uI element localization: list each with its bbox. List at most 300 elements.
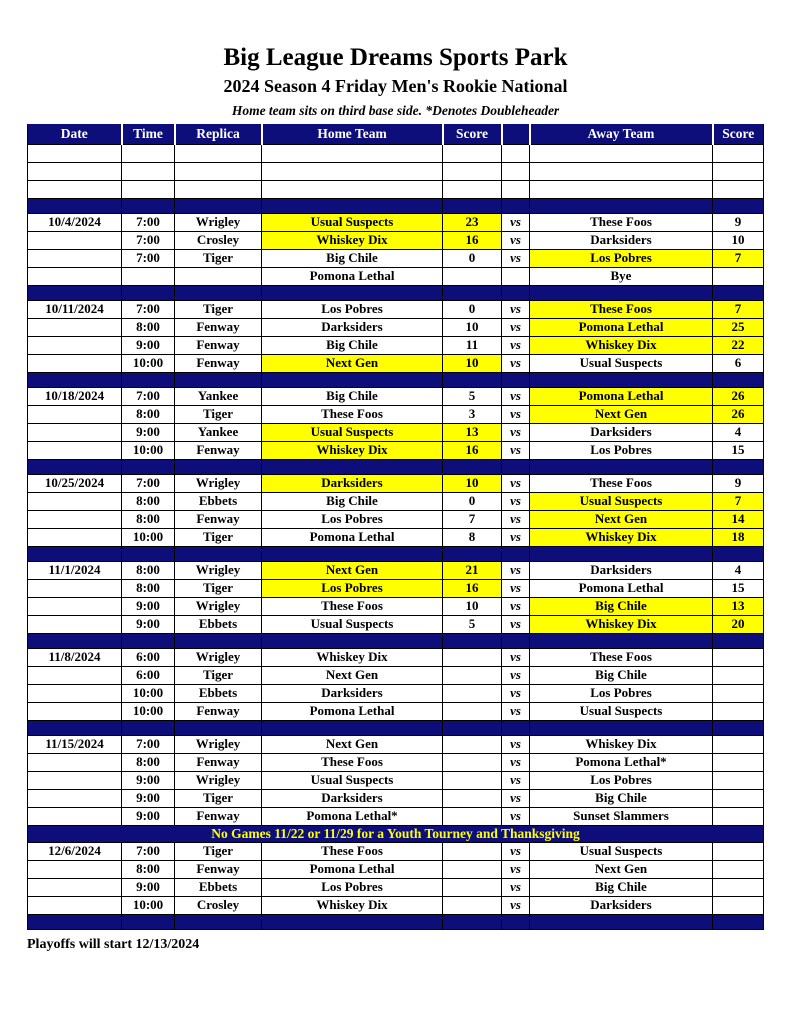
date-cell bbox=[28, 896, 122, 914]
separator-cell bbox=[530, 372, 713, 387]
date-cell: 10/18/2024 bbox=[28, 387, 122, 405]
replica-cell: Fenway bbox=[175, 336, 262, 354]
separator-cell bbox=[713, 198, 764, 213]
vs-cell: vs bbox=[502, 474, 530, 492]
game-row bbox=[28, 267, 764, 285]
time-cell: 9:00 bbox=[122, 597, 175, 615]
separator-cell bbox=[502, 633, 530, 648]
game-row bbox=[28, 860, 764, 878]
vs-cell: vs bbox=[502, 860, 530, 878]
separator-cell bbox=[28, 285, 122, 300]
away-team-cell: Usual Suspects bbox=[530, 492, 713, 510]
time-cell: 9:00 bbox=[122, 771, 175, 789]
time-cell: 10:00 bbox=[122, 441, 175, 459]
date-cell bbox=[28, 336, 122, 354]
date-cell bbox=[28, 318, 122, 336]
vs-cell: vs bbox=[502, 579, 530, 597]
vs-cell bbox=[502, 267, 530, 285]
replica-cell: Fenway bbox=[175, 807, 262, 825]
date-cell bbox=[28, 702, 122, 720]
replica-cell: Fenway bbox=[175, 318, 262, 336]
replica-cell: Fenway bbox=[175, 753, 262, 771]
away-team-cell: Big Chile bbox=[530, 597, 713, 615]
separator-cell bbox=[122, 372, 175, 387]
separator-row bbox=[28, 914, 764, 929]
home-score-cell: 10 bbox=[443, 354, 502, 372]
col-header-away-score: Score bbox=[713, 124, 764, 144]
away-score-cell: 15 bbox=[713, 579, 764, 597]
away-score-cell: 26 bbox=[713, 405, 764, 423]
replica-cell: Ebbets bbox=[175, 615, 262, 633]
date-cell: 10/4/2024 bbox=[28, 213, 122, 231]
home-team-cell: Next Gen bbox=[262, 666, 443, 684]
away-score-cell: 20 bbox=[713, 615, 764, 633]
home-team-cell: These Foos bbox=[262, 753, 443, 771]
date-cell bbox=[28, 579, 122, 597]
home-score-cell: 21 bbox=[443, 561, 502, 579]
message-row bbox=[28, 825, 764, 842]
separator-cell bbox=[28, 720, 122, 735]
replica-cell: Tiger bbox=[175, 842, 262, 860]
separator-row bbox=[28, 198, 764, 213]
time-cell: 9:00 bbox=[122, 789, 175, 807]
away-team-cell: Darksiders bbox=[530, 896, 713, 914]
separator-cell bbox=[122, 198, 175, 213]
date-cell: 11/8/2024 bbox=[28, 648, 122, 666]
separator-cell bbox=[175, 633, 262, 648]
game-row bbox=[28, 789, 764, 807]
separator-row bbox=[28, 633, 764, 648]
separator-cell bbox=[713, 720, 764, 735]
home-score-cell: 0 bbox=[443, 249, 502, 267]
game-row bbox=[28, 735, 764, 753]
away-team-cell: Next Gen bbox=[530, 405, 713, 423]
away-team-cell: Big Chile bbox=[530, 878, 713, 896]
away-score-cell bbox=[713, 648, 764, 666]
replica-cell: Ebbets bbox=[175, 492, 262, 510]
time-cell bbox=[122, 162, 175, 180]
separator-cell bbox=[502, 198, 530, 213]
game-row bbox=[28, 528, 764, 546]
game-row bbox=[28, 231, 764, 249]
game-row bbox=[28, 597, 764, 615]
home-team-cell: Los Pobres bbox=[262, 510, 443, 528]
away-score-cell: 10 bbox=[713, 231, 764, 249]
schedule-table bbox=[27, 124, 764, 930]
separator-cell bbox=[28, 633, 122, 648]
away-team-cell: These Foos bbox=[530, 300, 713, 318]
time-cell: 8:00 bbox=[122, 318, 175, 336]
home-team-cell: Usual Suspects bbox=[262, 771, 443, 789]
date-cell bbox=[28, 249, 122, 267]
separator-cell bbox=[443, 285, 502, 300]
replica-cell: Fenway bbox=[175, 860, 262, 878]
replica-cell: Wrigley bbox=[175, 561, 262, 579]
separator-cell bbox=[443, 198, 502, 213]
separator-row bbox=[28, 372, 764, 387]
time-cell: 9:00 bbox=[122, 423, 175, 441]
vs-cell bbox=[502, 162, 530, 180]
time-cell: 9:00 bbox=[122, 615, 175, 633]
date-cell bbox=[28, 807, 122, 825]
game-row bbox=[28, 387, 764, 405]
away-score-cell bbox=[713, 684, 764, 702]
separator-cell bbox=[530, 720, 713, 735]
home-score-cell bbox=[443, 896, 502, 914]
replica-cell bbox=[175, 144, 262, 162]
home-team-cell: Big Chile bbox=[262, 387, 443, 405]
away-score-cell bbox=[713, 267, 764, 285]
separator-cell bbox=[28, 198, 122, 213]
away-score-cell bbox=[713, 842, 764, 860]
home-team-cell: Next Gen bbox=[262, 561, 443, 579]
away-score-cell: 22 bbox=[713, 336, 764, 354]
separator-cell bbox=[502, 372, 530, 387]
separator-cell bbox=[530, 633, 713, 648]
home-team-cell: These Foos bbox=[262, 405, 443, 423]
time-cell: 10:00 bbox=[122, 528, 175, 546]
col-header-vs bbox=[502, 124, 530, 144]
separator-cell bbox=[530, 546, 713, 561]
date-cell bbox=[28, 180, 122, 198]
home-team-cell: Big Chile bbox=[262, 249, 443, 267]
date-cell bbox=[28, 878, 122, 896]
away-score-cell: 18 bbox=[713, 528, 764, 546]
game-row bbox=[28, 753, 764, 771]
replica-cell: Crosley bbox=[175, 231, 262, 249]
away-team-cell: Darksiders bbox=[530, 231, 713, 249]
game-row bbox=[28, 318, 764, 336]
replica-cell: Tiger bbox=[175, 579, 262, 597]
legend-note: Home team sits on third base side. *Denotes Doubleheader bbox=[231, 102, 560, 118]
separator-cell bbox=[502, 285, 530, 300]
playoffs-note: Playoffs will start 12/13/2024 bbox=[27, 936, 200, 952]
replica-cell: Yankee bbox=[175, 423, 262, 441]
away-team-cell: Next Gen bbox=[530, 860, 713, 878]
col-header-away-team: Away Team bbox=[530, 124, 713, 144]
vs-cell: vs bbox=[502, 615, 530, 633]
away-score-cell: 13 bbox=[713, 597, 764, 615]
away-team-cell: These Foos bbox=[530, 648, 713, 666]
away-score-cell bbox=[713, 807, 764, 825]
away-score-cell bbox=[713, 789, 764, 807]
home-score-cell bbox=[443, 267, 502, 285]
home-team-cell bbox=[262, 144, 443, 162]
away-team-cell: Bye bbox=[530, 267, 713, 285]
game-row bbox=[28, 561, 764, 579]
separator-cell bbox=[713, 459, 764, 474]
home-team-cell: Los Pobres bbox=[262, 300, 443, 318]
separator-cell bbox=[262, 198, 443, 213]
date-cell bbox=[28, 267, 122, 285]
away-score-cell: 26 bbox=[713, 387, 764, 405]
replica-cell: Wrigley bbox=[175, 213, 262, 231]
replica-cell: Tiger bbox=[175, 528, 262, 546]
col-header-replica: Replica bbox=[175, 124, 262, 144]
time-cell: 8:00 bbox=[122, 405, 175, 423]
date-cell bbox=[28, 510, 122, 528]
separator-cell bbox=[122, 914, 175, 929]
time-cell: 8:00 bbox=[122, 510, 175, 528]
separator-cell bbox=[502, 914, 530, 929]
separator-cell bbox=[175, 459, 262, 474]
vs-cell: vs bbox=[502, 354, 530, 372]
separator-cell bbox=[175, 285, 262, 300]
no-games-message: No Games 11/22 or 11/29 for a Youth Tourney and Thanksgiving bbox=[28, 825, 764, 842]
away-score-cell: 14 bbox=[713, 510, 764, 528]
date-cell bbox=[28, 771, 122, 789]
separator-cell bbox=[713, 914, 764, 929]
separator-cell bbox=[262, 720, 443, 735]
time-cell: 7:00 bbox=[122, 249, 175, 267]
away-team-cell: Darksiders bbox=[530, 423, 713, 441]
time-cell: 10:00 bbox=[122, 354, 175, 372]
separator-cell bbox=[443, 459, 502, 474]
replica-cell: Fenway bbox=[175, 354, 262, 372]
home-team-cell: Darksiders bbox=[262, 789, 443, 807]
separator-cell bbox=[502, 459, 530, 474]
date-cell: 11/1/2024 bbox=[28, 561, 122, 579]
away-team-cell: Whiskey Dix bbox=[530, 735, 713, 753]
date-cell bbox=[28, 231, 122, 249]
away-team-cell: Pomona Lethal bbox=[530, 579, 713, 597]
separator-cell bbox=[175, 914, 262, 929]
separator-cell bbox=[122, 720, 175, 735]
vs-cell: vs bbox=[502, 896, 530, 914]
game-row bbox=[28, 213, 764, 231]
game-row bbox=[28, 492, 764, 510]
home-team-cell: Los Pobres bbox=[262, 878, 443, 896]
replica-cell: Wrigley bbox=[175, 597, 262, 615]
vs-cell: vs bbox=[502, 510, 530, 528]
vs-cell: vs bbox=[502, 666, 530, 684]
game-row bbox=[28, 336, 764, 354]
time-cell: 9:00 bbox=[122, 336, 175, 354]
vs-cell: vs bbox=[502, 597, 530, 615]
separator-cell bbox=[262, 372, 443, 387]
home-score-cell bbox=[443, 753, 502, 771]
away-team-cell: These Foos bbox=[530, 213, 713, 231]
date-cell bbox=[28, 615, 122, 633]
time-cell: 9:00 bbox=[122, 878, 175, 896]
home-score-cell: 16 bbox=[443, 579, 502, 597]
away-team-cell: Usual Suspects bbox=[530, 354, 713, 372]
home-score-cell bbox=[443, 789, 502, 807]
away-team-cell: Whiskey Dix bbox=[530, 528, 713, 546]
separator-row bbox=[28, 720, 764, 735]
replica-cell: Wrigley bbox=[175, 474, 262, 492]
date-cell bbox=[28, 597, 122, 615]
away-score-cell: 7 bbox=[713, 300, 764, 318]
away-team-cell: Los Pobres bbox=[530, 771, 713, 789]
home-team-cell: Darksiders bbox=[262, 684, 443, 702]
separator-cell bbox=[175, 198, 262, 213]
away-score-cell bbox=[713, 666, 764, 684]
time-cell: 7:00 bbox=[122, 842, 175, 860]
date-cell bbox=[28, 528, 122, 546]
replica-cell bbox=[175, 267, 262, 285]
blank-row bbox=[28, 162, 764, 180]
time-cell: 6:00 bbox=[122, 666, 175, 684]
vs-cell bbox=[502, 180, 530, 198]
home-team-cell: Pomona Lethal* bbox=[262, 807, 443, 825]
replica-cell: Wrigley bbox=[175, 735, 262, 753]
away-score-cell: 7 bbox=[713, 249, 764, 267]
away-team-cell: Big Chile bbox=[530, 666, 713, 684]
away-team-cell: Whiskey Dix bbox=[530, 336, 713, 354]
separator-cell bbox=[530, 198, 713, 213]
vs-cell: vs bbox=[502, 300, 530, 318]
vs-cell: vs bbox=[502, 336, 530, 354]
time-cell: 9:00 bbox=[122, 807, 175, 825]
home-score-cell bbox=[443, 162, 502, 180]
away-team-cell bbox=[530, 162, 713, 180]
time-cell: 8:00 bbox=[122, 860, 175, 878]
home-team-cell: Pomona Lethal bbox=[262, 860, 443, 878]
separator-cell bbox=[713, 285, 764, 300]
date-cell bbox=[28, 684, 122, 702]
replica-cell: Fenway bbox=[175, 510, 262, 528]
time-cell bbox=[122, 144, 175, 162]
away-score-cell: 4 bbox=[713, 423, 764, 441]
home-score-cell bbox=[443, 648, 502, 666]
home-team-cell: Whiskey Dix bbox=[262, 441, 443, 459]
home-score-cell: 16 bbox=[443, 231, 502, 249]
vs-cell: vs bbox=[502, 213, 530, 231]
home-score-cell bbox=[443, 684, 502, 702]
separator-cell bbox=[262, 459, 443, 474]
away-score-cell: 4 bbox=[713, 561, 764, 579]
col-header-time: Time bbox=[122, 124, 175, 144]
replica-cell: Yankee bbox=[175, 387, 262, 405]
date-cell: 12/6/2024 bbox=[28, 842, 122, 860]
away-team-cell: These Foos bbox=[530, 474, 713, 492]
game-row bbox=[28, 842, 764, 860]
home-team-cell: Pomona Lethal bbox=[262, 702, 443, 720]
col-header-home-score: Score bbox=[443, 124, 502, 144]
separator-row bbox=[28, 459, 764, 474]
replica-cell: Tiger bbox=[175, 300, 262, 318]
home-team-cell: Los Pobres bbox=[262, 579, 443, 597]
replica-cell: Tiger bbox=[175, 666, 262, 684]
separator-cell bbox=[443, 372, 502, 387]
replica-cell: Fenway bbox=[175, 441, 262, 459]
game-row bbox=[28, 354, 764, 372]
home-score-cell: 5 bbox=[443, 615, 502, 633]
header-row bbox=[28, 124, 764, 144]
date-cell bbox=[28, 354, 122, 372]
game-row bbox=[28, 878, 764, 896]
away-score-cell: 9 bbox=[713, 474, 764, 492]
home-score-cell bbox=[443, 144, 502, 162]
home-team-cell: Usual Suspects bbox=[262, 423, 443, 441]
vs-cell: vs bbox=[502, 789, 530, 807]
home-team-cell: Whiskey Dix bbox=[262, 648, 443, 666]
game-row bbox=[28, 441, 764, 459]
away-team-cell: Sunset Slammers bbox=[530, 807, 713, 825]
away-team-cell: Los Pobres bbox=[530, 684, 713, 702]
home-team-cell: Usual Suspects bbox=[262, 213, 443, 231]
game-row bbox=[28, 249, 764, 267]
home-score-cell: 10 bbox=[443, 474, 502, 492]
time-cell bbox=[122, 267, 175, 285]
separator-cell bbox=[28, 372, 122, 387]
game-row bbox=[28, 615, 764, 633]
game-row bbox=[28, 684, 764, 702]
separator-cell bbox=[502, 720, 530, 735]
game-row bbox=[28, 896, 764, 914]
replica-cell: Tiger bbox=[175, 405, 262, 423]
home-score-cell: 10 bbox=[443, 597, 502, 615]
home-team-cell: These Foos bbox=[262, 842, 443, 860]
vs-cell: vs bbox=[502, 807, 530, 825]
away-score-cell bbox=[713, 702, 764, 720]
date-cell: 11/15/2024 bbox=[28, 735, 122, 753]
home-score-cell bbox=[443, 807, 502, 825]
col-header-date: Date bbox=[28, 124, 122, 144]
separator-row bbox=[28, 546, 764, 561]
game-row bbox=[28, 771, 764, 789]
page-title: Big League Dreams Sports Park bbox=[223, 44, 568, 71]
date-cell bbox=[28, 162, 122, 180]
separator-cell bbox=[502, 546, 530, 561]
separator-cell bbox=[122, 633, 175, 648]
home-score-cell: 13 bbox=[443, 423, 502, 441]
away-team-cell: Next Gen bbox=[530, 510, 713, 528]
home-score-cell: 5 bbox=[443, 387, 502, 405]
away-team-cell bbox=[530, 180, 713, 198]
vs-cell: vs bbox=[502, 231, 530, 249]
away-team-cell: Darksiders bbox=[530, 561, 713, 579]
game-row bbox=[28, 510, 764, 528]
date-cell bbox=[28, 789, 122, 807]
away-score-cell bbox=[713, 860, 764, 878]
home-team-cell bbox=[262, 162, 443, 180]
vs-cell: vs bbox=[502, 492, 530, 510]
separator-cell bbox=[530, 285, 713, 300]
away-score-cell bbox=[713, 735, 764, 753]
vs-cell: vs bbox=[502, 249, 530, 267]
separator-cell bbox=[443, 720, 502, 735]
away-score-cell bbox=[713, 771, 764, 789]
away-team-cell: Big Chile bbox=[530, 789, 713, 807]
vs-cell: vs bbox=[502, 528, 530, 546]
home-team-cell: Pomona Lethal bbox=[262, 267, 443, 285]
vs-cell: vs bbox=[502, 441, 530, 459]
schedule-rows bbox=[28, 144, 764, 929]
home-team-cell bbox=[262, 180, 443, 198]
away-score-cell bbox=[713, 896, 764, 914]
home-team-cell: These Foos bbox=[262, 597, 443, 615]
away-score-cell bbox=[713, 878, 764, 896]
game-row bbox=[28, 648, 764, 666]
date-cell bbox=[28, 441, 122, 459]
replica-cell: Tiger bbox=[175, 789, 262, 807]
separator-cell bbox=[175, 372, 262, 387]
blank-row bbox=[28, 144, 764, 162]
time-cell: 7:00 bbox=[122, 387, 175, 405]
home-score-cell bbox=[443, 702, 502, 720]
separator-cell bbox=[28, 459, 122, 474]
vs-cell: vs bbox=[502, 387, 530, 405]
separator-cell bbox=[530, 914, 713, 929]
separator-cell bbox=[122, 459, 175, 474]
time-cell: 10:00 bbox=[122, 684, 175, 702]
separator-cell bbox=[713, 633, 764, 648]
vs-cell: vs bbox=[502, 735, 530, 753]
time-cell: 7:00 bbox=[122, 213, 175, 231]
separator-cell bbox=[443, 546, 502, 561]
